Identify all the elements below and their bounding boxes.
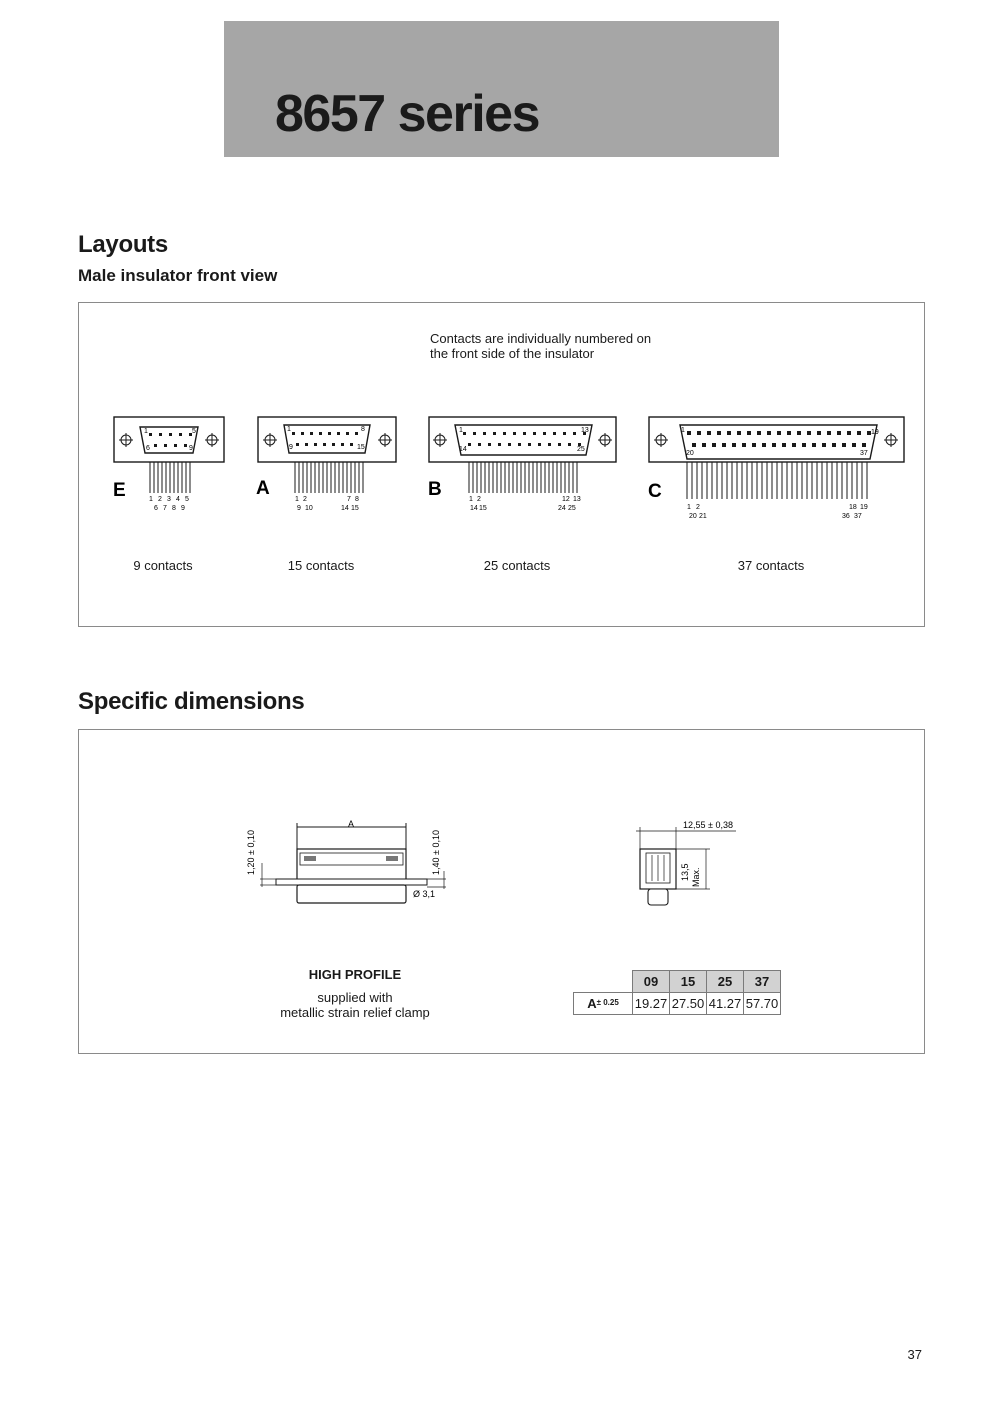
- column-header: 09: [633, 971, 670, 993]
- pin-label: 1: [287, 426, 291, 433]
- pin-label: 1: [144, 428, 148, 435]
- tail-label: 7: [347, 496, 351, 503]
- layouts-heading: Layouts: [78, 231, 168, 258]
- page-number: 37: [907, 1347, 922, 1362]
- tail-label: 8: [355, 496, 359, 503]
- pin-label: 25: [577, 446, 585, 453]
- tail-label: 15: [479, 505, 487, 512]
- dim-label-a: A: [348, 819, 355, 829]
- layout-letter: E: [113, 480, 126, 501]
- layouts-subheading: Male insulator front view: [78, 266, 278, 285]
- table-cell: 57.70: [744, 993, 781, 1015]
- tail-label: 20: [689, 513, 697, 520]
- column-header: 15: [670, 971, 707, 993]
- tail-label: 2: [696, 504, 700, 511]
- tail-label: 9: [297, 505, 301, 512]
- layout-letter: B: [428, 479, 442, 500]
- row-tolerance: ± 0.25: [596, 998, 619, 1007]
- tail-label: 15: [351, 505, 359, 512]
- caption-9-contacts: 9 contacts: [133, 558, 193, 573]
- note-line-2: the front side of the insulator: [430, 346, 595, 361]
- side-view-drawing: [240, 815, 455, 910]
- row-label: [574, 993, 633, 1015]
- dimensions-panel: [78, 729, 925, 1054]
- tail-label: 37: [854, 513, 862, 520]
- layout-letter: A: [256, 478, 270, 499]
- pin-label: 13: [581, 427, 589, 434]
- tail-label: 1: [687, 504, 691, 511]
- tail-label: 13: [573, 496, 581, 503]
- tail-label: 1: [295, 496, 299, 503]
- pin-label: 9: [289, 444, 293, 451]
- tail-label: 2: [477, 496, 481, 503]
- caption-15-contacts: 15 contacts: [287, 558, 355, 573]
- connector-c: [648, 417, 904, 520]
- tail-label: 36: [842, 513, 850, 520]
- pin-label: 6: [146, 445, 150, 452]
- tail-label: 8: [172, 505, 176, 512]
- tail-label: 14: [470, 505, 478, 512]
- pin-label: 19: [871, 429, 879, 436]
- dimensions-heading: Specific dimensions: [78, 688, 305, 715]
- tail-label: 5: [185, 496, 189, 503]
- pin-label: 15: [357, 444, 365, 451]
- connector-a: [256, 417, 396, 512]
- tail-label: 21: [699, 513, 707, 520]
- dim-label-depth: 12,55 ± 0,38: [683, 820, 733, 830]
- connector-e: [113, 417, 224, 512]
- tail-label: 24: [558, 505, 566, 512]
- tail-label: 3: [167, 496, 171, 503]
- profile-line-1: supplied with: [317, 990, 393, 1005]
- connector-layouts-drawing: [78, 395, 923, 535]
- caption-25-contacts: 25 contacts: [483, 558, 551, 573]
- table-row: [574, 993, 781, 1015]
- tail-label: 1: [149, 496, 153, 503]
- table-cell: 27.50: [670, 993, 707, 1015]
- solder-tails: [687, 462, 867, 499]
- tail-label: 19: [860, 504, 868, 511]
- tail-label: 25: [568, 505, 576, 512]
- tail-label: 2: [158, 496, 162, 503]
- tail-label: 14: [341, 505, 349, 512]
- tail-label: 6: [154, 505, 158, 512]
- dimension-table: [573, 970, 781, 1015]
- end-view-drawing: [628, 815, 748, 910]
- solder-tails: [469, 462, 577, 493]
- solder-tails: [150, 462, 190, 493]
- pin-label: 8: [361, 426, 365, 433]
- page-title: 8657 series: [275, 85, 539, 143]
- dim-label-hole: Ø 3,1: [413, 889, 436, 899]
- dim-label-height-max: Max.: [691, 867, 701, 887]
- profile-line-2: metallic strain relief clamp: [280, 1005, 430, 1020]
- table-corner: [574, 971, 633, 993]
- tail-label: 18: [849, 504, 857, 511]
- column-header: 25: [707, 971, 744, 993]
- pin-label: 20: [686, 450, 694, 457]
- tail-label: 1: [469, 496, 473, 503]
- pin-label: 9: [189, 445, 193, 452]
- pin-label: 1: [459, 427, 463, 434]
- tail-label: 10: [305, 505, 313, 512]
- profile-description: [255, 990, 455, 1020]
- pin-label: 5: [192, 428, 196, 435]
- pin-label: 1: [681, 427, 685, 434]
- connector-b: [428, 417, 616, 512]
- table-cell: 19.27: [633, 993, 670, 1015]
- column-header: 37: [744, 971, 781, 993]
- pin-label: 14: [459, 446, 467, 453]
- tail-label: 9: [181, 505, 185, 512]
- table-cell: 41.27: [707, 993, 744, 1015]
- solder-tails: [295, 462, 363, 493]
- dim-label-height-value: 13,5: [680, 863, 690, 881]
- tail-label: 7: [163, 505, 167, 512]
- dim-label-height-2: 1,40 ± 0,10: [431, 830, 441, 875]
- note-line-1: Contacts are individually numbered on: [430, 331, 652, 346]
- tail-label: 2: [303, 496, 307, 503]
- caption-37-contacts: 37 contacts: [737, 558, 805, 573]
- tail-label: 4: [176, 496, 180, 503]
- row-label-text: A: [587, 996, 597, 1011]
- numbering-note: [430, 331, 651, 361]
- pin-label: 37: [860, 450, 868, 457]
- table-header-row: [574, 971, 781, 993]
- dim-label-height-1: 1,20 ± 0,10: [246, 830, 256, 875]
- tail-label: 12: [562, 496, 570, 503]
- profile-title: HIGH PROFILE: [308, 967, 402, 982]
- layout-letter: C: [648, 481, 662, 502]
